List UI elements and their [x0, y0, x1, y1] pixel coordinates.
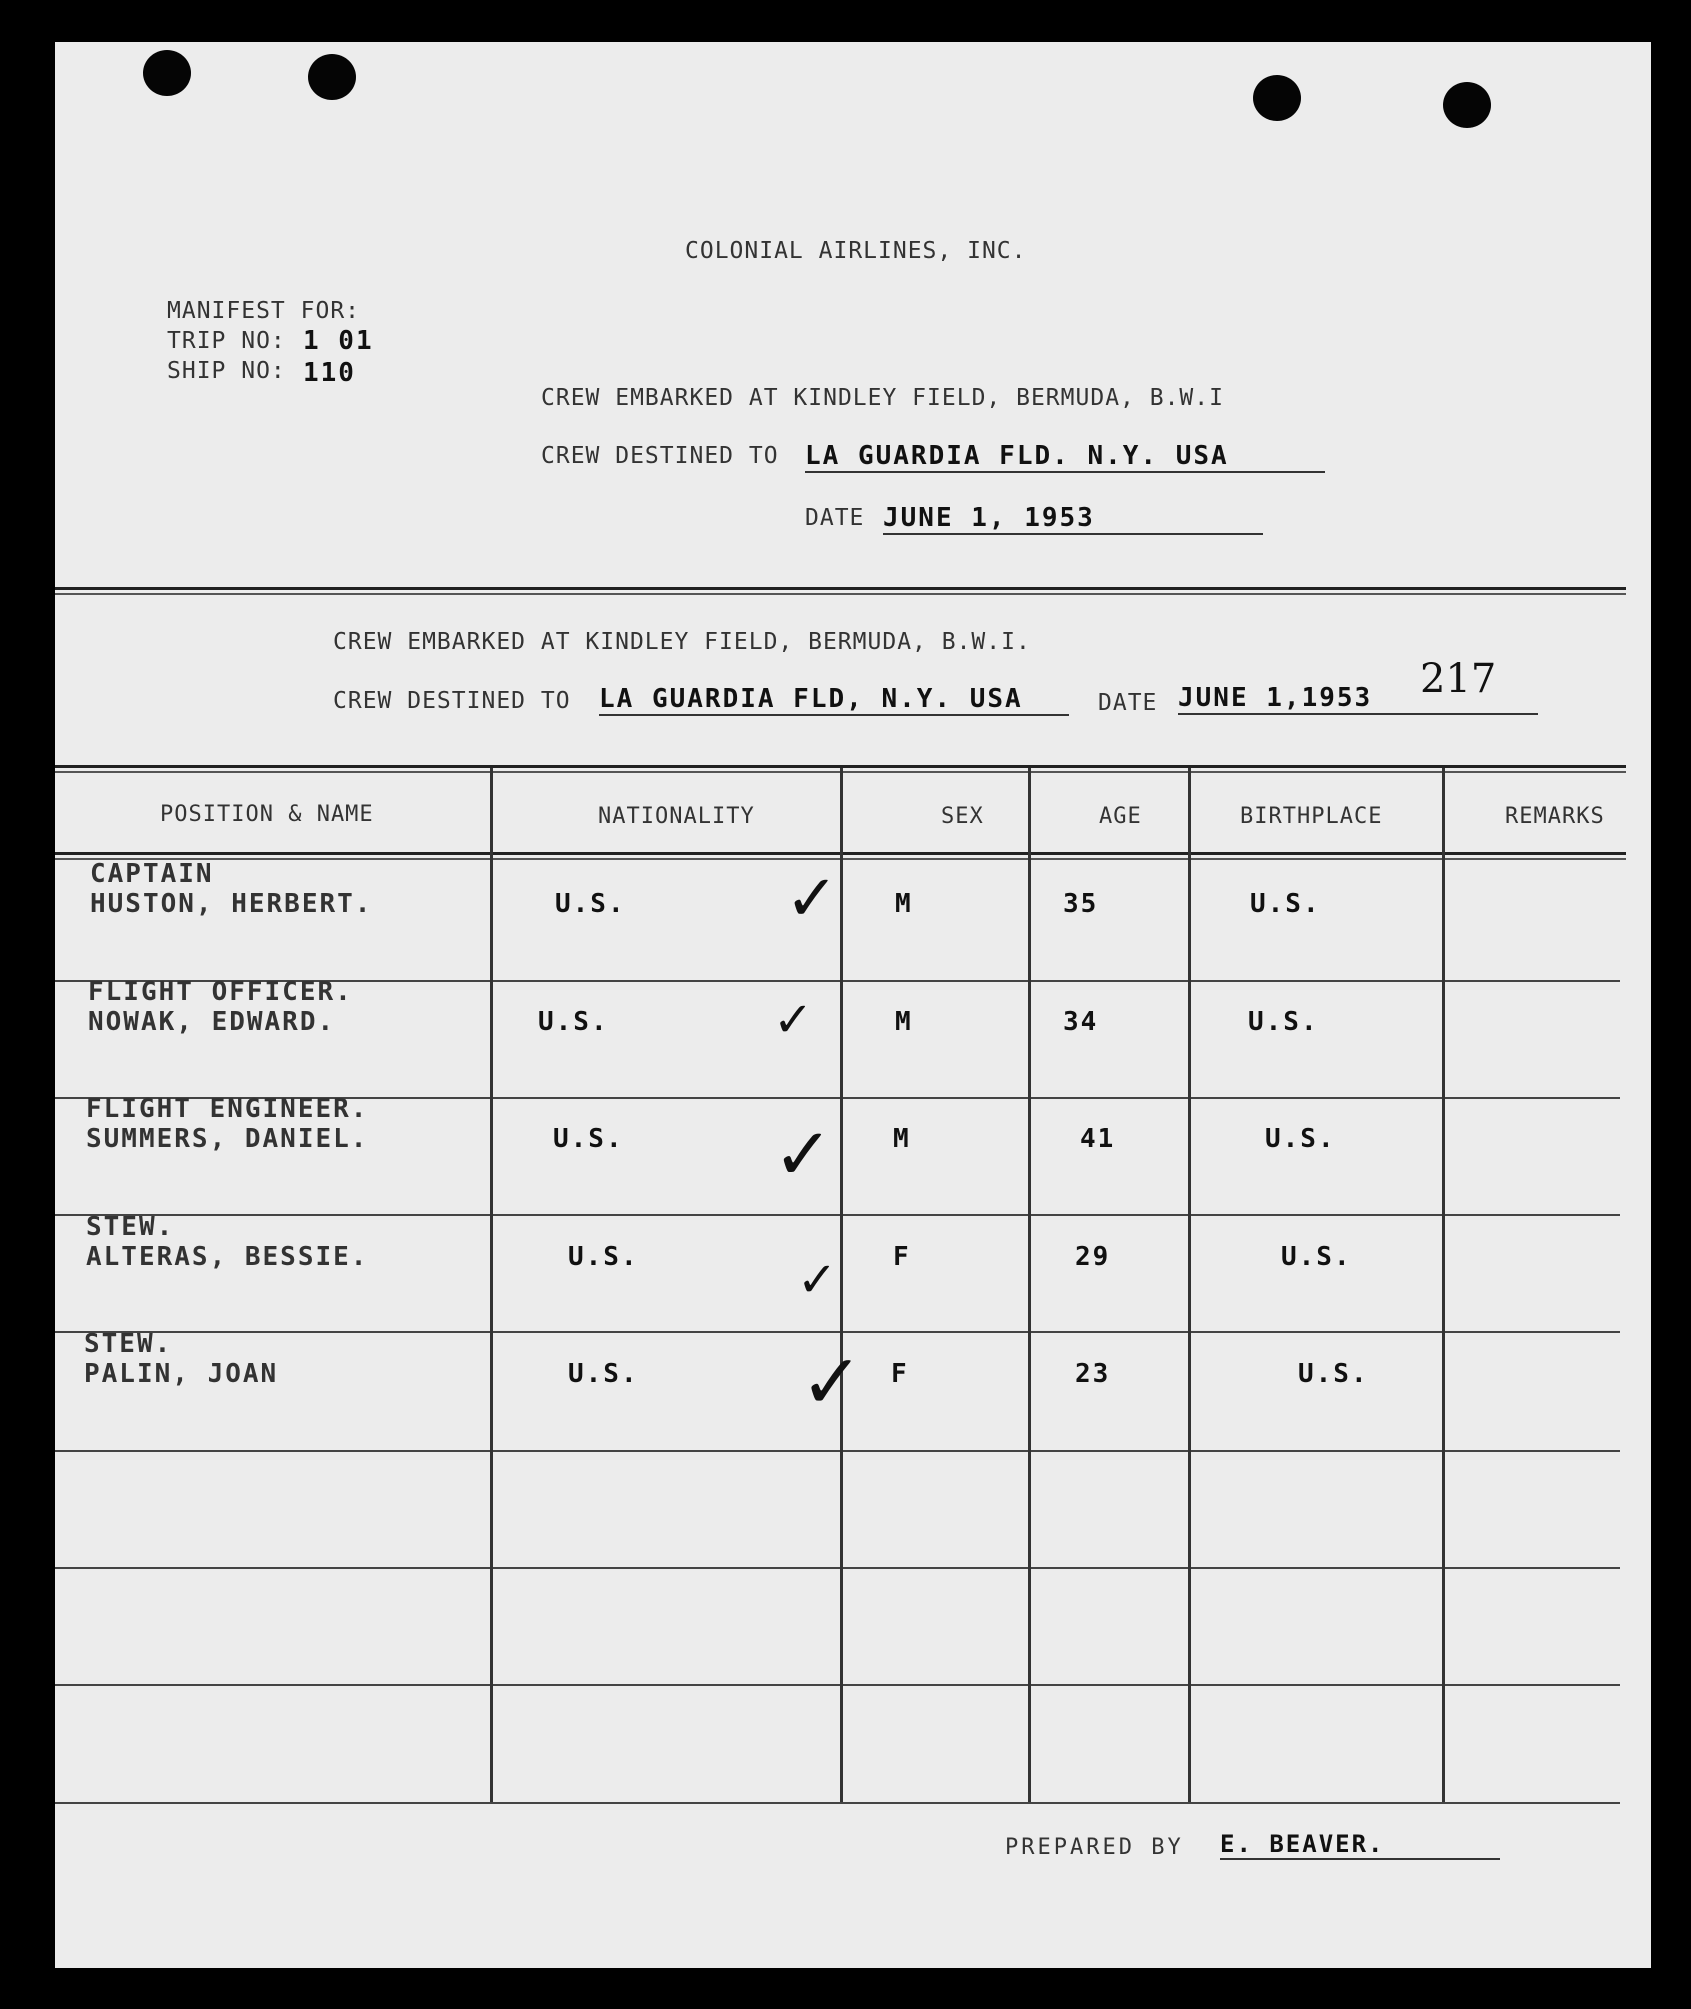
prepared-by-value: E. BEAVER.: [1220, 1830, 1500, 1860]
check-mark: ✓: [773, 992, 814, 1048]
row-birthplace: U.S.: [1248, 1007, 1319, 1037]
lower-destined-label: CREW DESTINED TO: [333, 688, 571, 714]
header-remarks: REMARKS: [1505, 804, 1605, 829]
row-nationality: U.S.: [538, 1007, 609, 1037]
row-position: STEW.: [84, 1329, 173, 1359]
manifest-for-label: MANIFEST FOR:: [167, 298, 361, 324]
row-rule: [55, 1802, 1620, 1804]
row-age: 41: [1080, 1124, 1116, 1154]
header-position-name: POSITION & NAME: [160, 802, 374, 827]
trip-no-label: TRIP NO:: [167, 328, 286, 354]
row-name: SUMMERS, DANIEL.: [86, 1124, 369, 1154]
handwritten-number: 217: [1420, 656, 1497, 702]
upper-embarked: CREW EMBARKED AT KINDLEY FIELD, BERMUDA, B.W.I: [541, 385, 1224, 411]
upper-destined-value: LA GUARDIA FLD. N.Y. USA: [805, 441, 1325, 473]
row-sex: M: [895, 889, 913, 919]
section-divider: [55, 587, 1626, 595]
column-rule: [1188, 768, 1191, 1802]
row-birthplace: U.S.: [1250, 889, 1321, 919]
row-sex: F: [893, 1242, 911, 1272]
ship-no-value: 110: [303, 358, 356, 388]
row-nationality: U.S.: [568, 1242, 639, 1272]
row-age: 29: [1075, 1242, 1111, 1272]
punch-hole: [308, 54, 356, 100]
row-nationality: U.S.: [555, 889, 626, 919]
row-birthplace: U.S.: [1298, 1359, 1369, 1389]
row-birthplace: U.S.: [1281, 1242, 1352, 1272]
punch-hole: [143, 50, 191, 96]
row-name: HUSTON, HERBERT.: [90, 889, 373, 919]
check-mark: ✓: [797, 1252, 838, 1308]
row-position: CAPTAIN: [90, 859, 214, 889]
trip-no-value: 1 01: [303, 326, 374, 356]
check-mark: ✓: [773, 1112, 834, 1196]
row-age: 23: [1075, 1359, 1111, 1389]
column-rule: [840, 768, 843, 1802]
row-rule: [55, 1450, 1620, 1452]
check-mark: ✓: [800, 1337, 864, 1426]
header-birthplace: BIRTHPLACE: [1240, 804, 1383, 829]
lower-destined-value: LA GUARDIA FLD, N.Y. USA: [599, 684, 1069, 716]
row-name: PALIN, JOAN: [84, 1359, 279, 1389]
prepared-by-label: PREPARED BY: [1005, 1835, 1184, 1860]
check-mark: ✓: [785, 862, 839, 936]
punch-hole: [1443, 82, 1491, 128]
row-rule: [55, 1331, 1620, 1333]
row-birthplace: U.S.: [1265, 1124, 1336, 1154]
punch-hole: [1253, 75, 1301, 121]
row-sex: M: [893, 1124, 911, 1154]
column-rule: [490, 768, 493, 1802]
row-position: FLIGHT OFFICER.: [88, 977, 353, 1007]
row-age: 35: [1063, 889, 1099, 919]
header-age: AGE: [1099, 804, 1142, 829]
row-position: FLIGHT ENGINEER.: [86, 1094, 369, 1124]
row-sex: M: [895, 1007, 913, 1037]
row-nationality: U.S.: [553, 1124, 624, 1154]
row-rule: [55, 1214, 1620, 1216]
column-rule: [1442, 768, 1445, 1802]
company-name: COLONIAL AIRLINES, INC.: [685, 238, 1027, 264]
manifest-page: [55, 42, 1651, 1968]
lower-date-label: DATE: [1098, 690, 1158, 716]
row-sex: F: [891, 1359, 909, 1389]
row-nationality: U.S.: [568, 1359, 639, 1389]
row-rule: [55, 1567, 1620, 1569]
column-rule: [1028, 768, 1031, 1802]
row-rule: [55, 1684, 1620, 1686]
ship-no-label: SHIP NO:: [167, 358, 286, 384]
row-age: 34: [1063, 1007, 1099, 1037]
row-name: ALTERAS, BESSIE.: [86, 1242, 369, 1272]
upper-date-label: DATE: [805, 505, 865, 531]
lower-date-value: JUNE 1,1953: [1178, 683, 1538, 715]
row-name: NOWAK, EDWARD.: [88, 1007, 336, 1037]
header-sex: SEX: [941, 804, 984, 829]
header-nationality: NATIONALITY: [598, 804, 755, 829]
upper-destined-label: CREW DESTINED TO: [541, 443, 779, 469]
lower-embarked: CREW EMBARKED AT KINDLEY FIELD, BERMUDA, B.W.I.: [333, 629, 1031, 655]
upper-date-value: JUNE 1, 1953: [883, 503, 1263, 535]
row-position: STEW.: [86, 1212, 175, 1242]
